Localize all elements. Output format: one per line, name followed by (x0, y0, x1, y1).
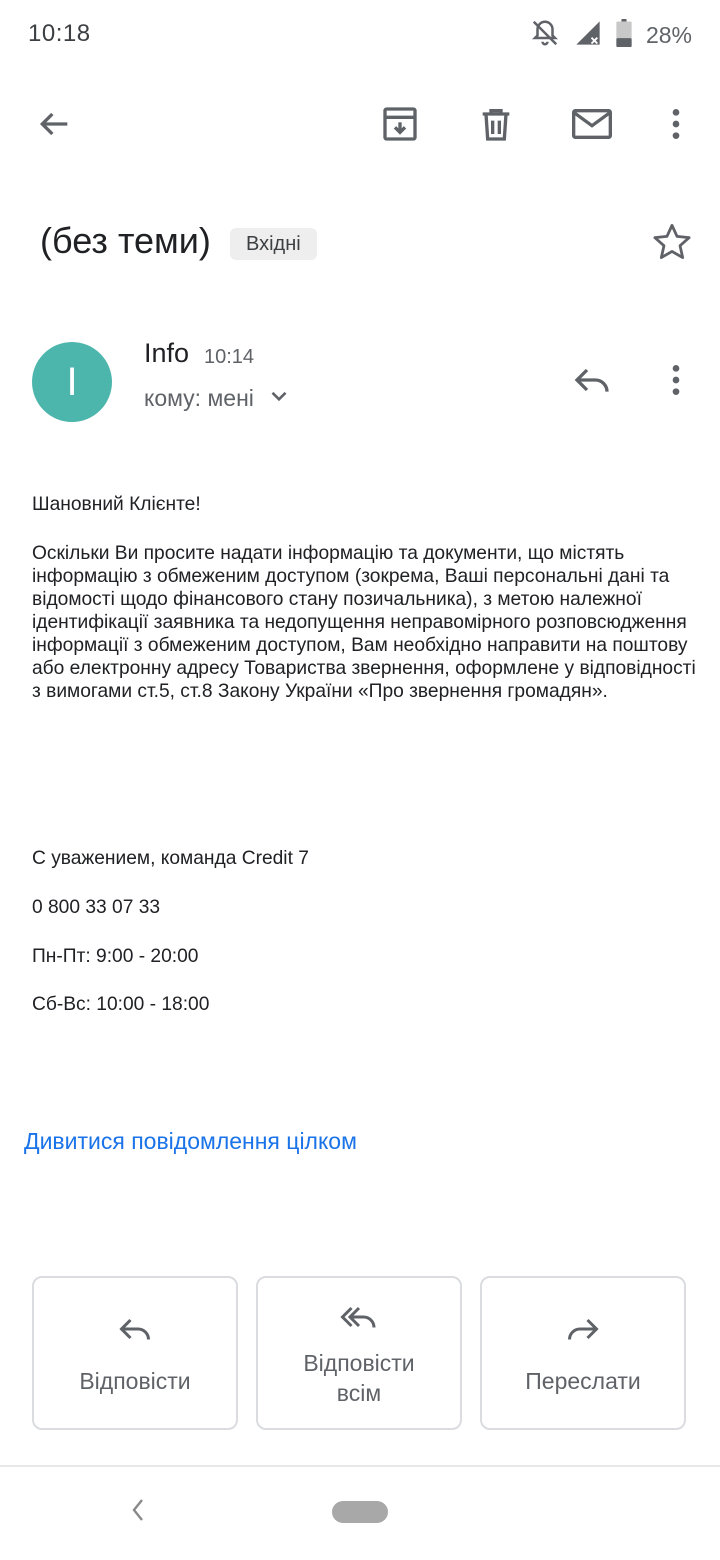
more-options-button[interactable] (640, 84, 712, 168)
forward-icon (565, 1311, 601, 1352)
status-bar (0, 0, 720, 72)
star-button[interactable] (644, 216, 700, 272)
body-hours-weekdays: Пн-Пт: 9:00 - 20:00 (32, 946, 199, 967)
view-full-message-link[interactable]: Дивитися повідомлення цілком (24, 1128, 357, 1154)
delete-button[interactable] (460, 84, 532, 168)
nav-back-icon (126, 1496, 150, 1529)
message-more-button[interactable] (646, 352, 706, 412)
mark-unread-icon (570, 104, 614, 149)
body-phone: 0 800 33 07 33 (32, 897, 161, 918)
archive-icon (380, 104, 420, 149)
nav-back-button[interactable] (116, 1490, 160, 1534)
delete-icon (476, 104, 516, 149)
recipient-label: кому: мені (144, 384, 254, 411)
nav-divider (0, 1465, 720, 1467)
archive-button[interactable] (364, 84, 436, 168)
signal-icon (574, 19, 602, 52)
sender-avatar[interactable]: I (32, 342, 112, 422)
reply-all-button-label: Відповісти всім (303, 1349, 415, 1406)
battery-percent: 28% (645, 22, 692, 48)
reply-icon (572, 360, 612, 405)
body-greeting: Шановний Клієнте! (32, 494, 201, 515)
nav-home-pill[interactable] (332, 1501, 388, 1523)
sender-time: 10:14 (204, 346, 255, 368)
body-signature: С уважением, команда Credit 7 (32, 848, 309, 869)
label-chip-inbox[interactable]: Вхідні (230, 228, 317, 260)
forward-button[interactable] (480, 1276, 686, 1430)
sender-name[interactable]: Info (144, 338, 190, 368)
reply-all-icon (339, 1299, 379, 1340)
status-icons (530, 18, 692, 53)
forward-button-label: Переслати (525, 1367, 641, 1394)
reply-all-button[interactable] (256, 1276, 462, 1430)
subject-title: (без теми) (40, 220, 211, 261)
more-vert-icon (656, 360, 696, 405)
toolbar (0, 84, 720, 168)
recipient-details-toggle[interactable] (144, 382, 292, 414)
mark-unread-button[interactable] (556, 84, 628, 168)
chevron-down-icon (266, 382, 292, 414)
back-button[interactable] (18, 84, 90, 168)
body-paragraph: Оскільки Ви просите надати інформацію та документи, що містять інформацію з обмеженим доступом (зокрема, Ваші персональні дані та відомості щодо фінансового стану позичальника), з метою належної ідентифікації заявника та недопущення неправомірного розповсюдження інформації з обмеженим доступом, Вам необхідно направити на поштову або електронну адресу Товариства звернення, оформлене у відповідності з вимогами ст.5, ст.8 Закону України «Про звернення громадян». (32, 543, 696, 702)
reply-button[interactable] (32, 1276, 238, 1430)
reply-icon-button[interactable] (562, 352, 622, 412)
reply-button-label: Відповісти (79, 1367, 191, 1394)
subject-row (40, 214, 700, 274)
status-time: 10:18 (28, 20, 91, 47)
notifications-off-icon (530, 18, 560, 53)
star-icon (651, 221, 693, 268)
more-vert-icon (656, 104, 696, 149)
body-hours-weekend: Сб-Вс: 10:00 - 18:00 (32, 994, 210, 1015)
battery-icon (616, 19, 632, 52)
back-arrow-icon (34, 104, 74, 149)
reply-icon (117, 1311, 153, 1352)
